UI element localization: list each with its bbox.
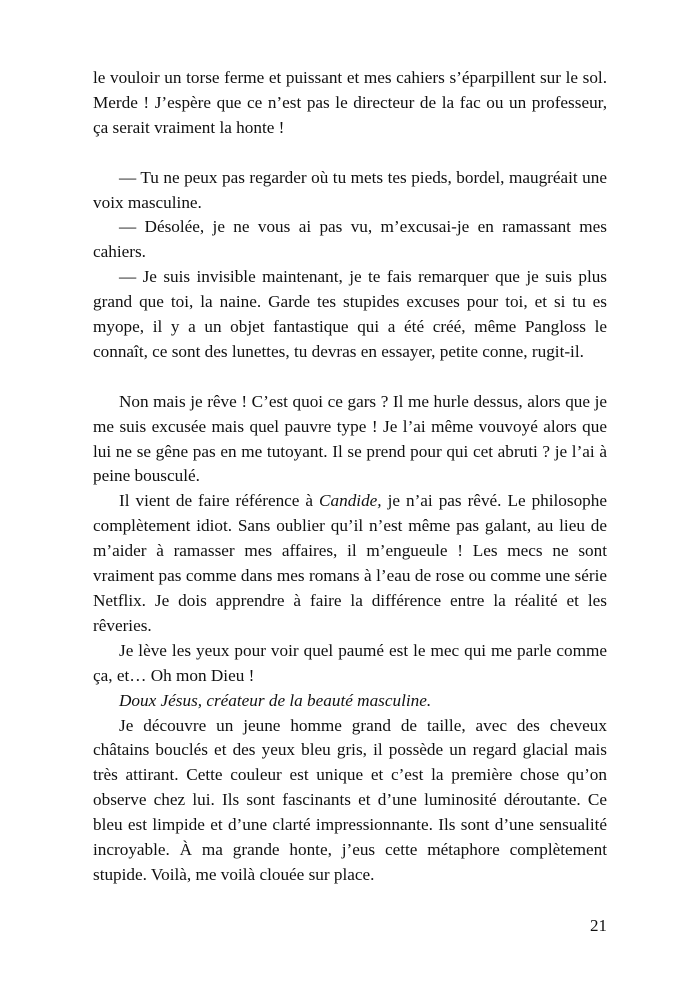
paragraph xyxy=(93,489,607,638)
text-span: Il vient de faire référence à xyxy=(119,491,320,511)
paragraph: Je lève les yeux pour voir quel paumé est le mec qui me parle comme ça, et… Oh mon Dieu ! xyxy=(93,640,607,685)
paragraph: Non mais je rêve ! C’est quoi ce gars ? Il me hurle dessus, alors que je me suis excusée mais quel pauvre type ! Je l’ai même vouvoyé alors que lui ne se gêne pas en me tutoyant. Il se prend pour qui cet abruti ? je l’ai à peine bousculé. xyxy=(93,391,607,486)
text-span: je n’ai pas rêvé. Le philosophe complètement idiot. Sans oublier qu’il n’est même pas galant, au lieu de m’aider à ramasser mes affaires, il m’engueule ! Les mecs ne sont vraiment pas comme dans mes romans à l’eau de rose ou comme une série Netflix. Je dois apprendre à faire la différence entre la réalité et les rêveries. xyxy=(93,491,607,635)
book-title: Candide, xyxy=(319,491,382,511)
italic-text: Doux Jésus, créateur de la beauté masculine. xyxy=(119,690,432,710)
paragraph: le vouloir un torse ferme et puissant et mes cahiers s’éparpillent sur le sol. Merde ! J’espère que ce n’est pas le directeur de la fac ou un professeur, ça serait vraiment la honte ! xyxy=(93,68,607,137)
body-text xyxy=(93,66,607,888)
paragraph: Je découvre un jeune homme grand de taille, avec des cheveux châtains bouclés et des yeux bleu gris, il possède un regard glacial mais très attirant. Cette couleur est unique et c’est la première chose qu’on observe chez lui. Ils sont fascinants et d’une luminosité déroutante. Ce bleu est limpide et d’une clarté impressionnante. Ils sont d’une sensualité incroyable. À ma grande honte, j’eus cette métaphore complètement stupide. Voilà, me voilà clouée sur place. xyxy=(93,715,607,884)
dialogue-line: — Désolée, je ne vous ai pas vu, m’excusai-je en ramassant mes cahiers. xyxy=(93,217,607,262)
dialogue-line: — Tu ne peux pas regarder où tu mets tes pieds, bordel, maugréait une voix masculine. xyxy=(93,167,607,212)
dialogue-line: — Je suis invisible maintenant, je te fais remarquer que je suis plus grand que toi, la naine. Garde tes stupides excuses pour toi, et si tu es myope, il y a un objet fantastique qui a été créé, même Pangloss le connaît, ce sont des lunettes, tu devras en essayer, petite conne, rugit-il. xyxy=(93,267,607,361)
italic-thought xyxy=(93,689,607,714)
page-number: 21 xyxy=(590,916,607,935)
